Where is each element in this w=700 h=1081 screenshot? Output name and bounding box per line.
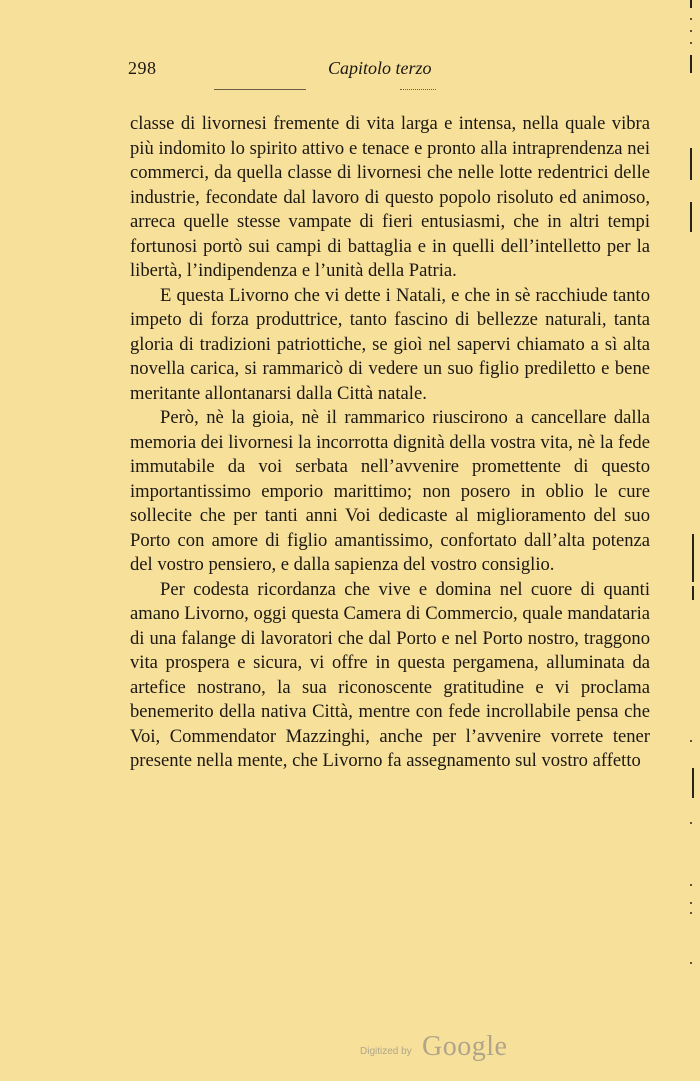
page-body [130, 112, 650, 774]
scan-edge-dot [690, 740, 692, 742]
scan-edge-mark [690, 0, 692, 8]
paragraph: Per codesta ricordanza che vive e domina nel cuore di quanti amano Livorno, oggi questa Camera di Commercio, quale mandataria di una falange di lavoratori che dal Porto e nel Porto nostro, traggono vita prospera e sicura, vi offre in questa pergamena, alluminata da artefice nostrano, la sua riconoscente gratitudine e vi proclama benemerito della nativa Città, mentre con fede incrollabile pensa che Voi, Commendator Mazzinghi, anche per l’avvenire vorrete tener presente nella mente, che Livorno fa assegnamento sul vostro affetto [130, 578, 650, 771]
scan-edge-mark [692, 768, 694, 798]
scan-edge-dot [690, 18, 692, 20]
scan-edge-mark [692, 534, 694, 582]
header-rule-dotted [400, 89, 436, 90]
scan-edge-dot [690, 30, 692, 32]
header-rule [214, 89, 306, 90]
watermark-prefix: Digitized by [360, 1046, 412, 1057]
scan-edge-dot [690, 902, 692, 904]
scan-edge-dot [690, 962, 692, 964]
scan-edge-mark [690, 202, 692, 232]
scan-edge-dot [690, 912, 692, 914]
scan-edge-mark [692, 586, 694, 600]
scan-edge-mark [690, 55, 692, 73]
paragraph: Però, nè la gioia, nè il rammarico riuscirono a cancellare dalla memoria dei livornesi la incorrotta dignità della vostra vita, nè la fede immutabile da voi serbata nell’avvenire promettente di questo importantissimo emporio marittimo; non posero in oblio le cure sollecite che per tanti anni Voi dedicaste al miglioramento del suo Porto con amore di figlio amantissimo, confortato dall’alta potenza del vostro pensiero, e dalla sapienza del vostro consiglio. [130, 407, 650, 575]
page-number: 298 [128, 58, 157, 78]
scan-edge-dot [690, 884, 692, 886]
running-header [128, 58, 648, 84]
running-title: Capitolo terzo [328, 58, 432, 78]
google-logo: Google [422, 1031, 508, 1062]
scan-edge-mark [690, 148, 692, 180]
scan-edge-dot [690, 822, 692, 824]
scan-edge-dot [690, 42, 692, 44]
paragraph: E questa Livorno che vi dette i Natali, e che in sè racchiude tanto impeto di forza produttrice, tanto fascino di bellezze naturali, tanta gloria di tradizioni patriottiche, se gioì nel sapervi chiamato a sì alta novella carica, si rammaricò di vedere un suo figlio prediletto e bene meritante allontanarsi dalla Città natale. [130, 284, 650, 404]
paragraph-continuation: classe di livornesi fremente di vita larga e intensa, nella quale vibra più indomito lo spirito attivo e tenace e pronto alla intraprendenza nei commerci, da quella classe di livornesi che nelle lotte redentrici delle industrie, fecondate dal lavoro di questo popolo risoluto ed animoso, arreca quelle stesse vampate di fieri entusiasmi, che in altri tempi fortunosi portò sui campi di battaglia e in quelli dell’intelletto per la libertà, l’indipendenza e l’unità della Patria. [130, 113, 650, 281]
